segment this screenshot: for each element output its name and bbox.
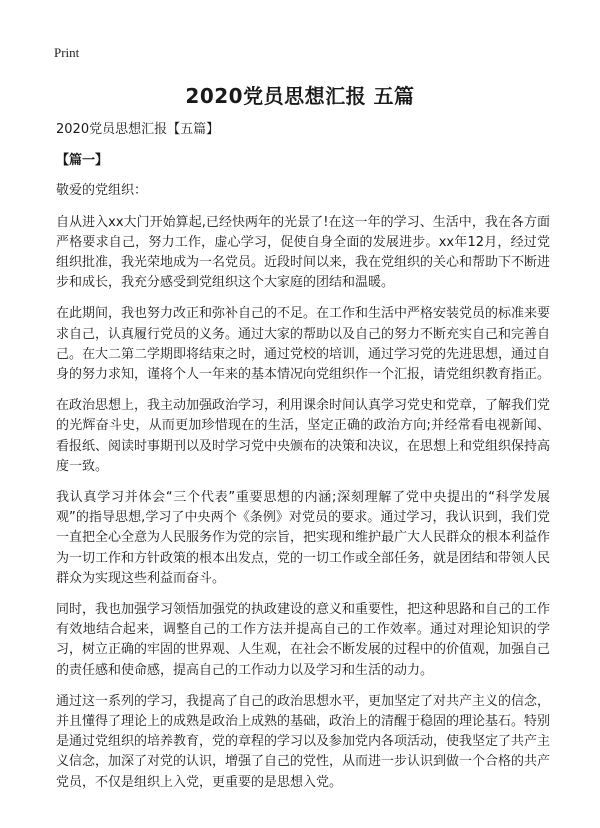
document-subtitle: 2020党员思想汇报【五篇】 bbox=[56, 122, 220, 137]
document-body bbox=[56, 120, 550, 804]
greeting: 敬爱的党组织： bbox=[56, 183, 148, 199]
section-heading: 【篇一】 bbox=[56, 153, 109, 169]
paragraph-3: 在政治思想上，我主动加强政治学习，利用课余时间认真学习党史和党章，了解我们党的光辉奋斗史，从而更加珍惜现在的生活，坚定正确的政治方向;并经常看电视新闻、看报纸、阅读时事期刊以及时学习党中央颁布的决策和决议，在思想上和党组织保持高度一致。 bbox=[56, 398, 551, 474]
paragraph-4: 我认真学习并体会“三个代表”重要思想的内涵;深刻理解了党中央提出的“科学发展观”的指导思想,学习了中央两个《条例》对党员的要求。通过学习，我认识到，我们党一直把全心全意为人民服务作为党的宗旨，把实现和维护最广大人民群众的根本利益作为一切工作和方针政策的根本出发点，党的一切工作或全部任务，就是团结和带领人民群众为实现这些利益而奋斗。 bbox=[56, 490, 551, 586]
paragraph-2: 在此期间，我也努力改正和弥补自己的不足。在工作和生活中严格安装党员的标准来要求自己，认真履行党员的义务。通过大家的帮助以及自己的努力不断充实自己和完善自己。在大二第二学期即将结束之时，通过党校的培训，通过学习党的先进思想，通过自身的努力求知，谨将个人一年来的基本情况向党组织作一个汇报，请党组织教育指正。 bbox=[56, 306, 551, 383]
paragraph-6: 通过这一系列的学习，我提高了自己的政治思想水平，更加坚定了对共产主义的信念，并且懂得了理论上的成熟是政治上成熟的基础，政治上的清醒于稳固的理论基石。特别是通过党组织的培养教育，党的章程的学习以及参加党内各项活动，使我坚定了共产主义信念，加深了对党的认识，增强了自己的党性，从而进一步认识到做一个合格的共产党员，不仅是组织上入党，更重要的是思想入党。 bbox=[56, 693, 551, 790]
paragraph-5: 同时，我也加强学习领悟加强党的执政建设的意义和重要性，把这种思路和自己的工作有效地结合起来，调整自己的工作方法并提高自己的工作效率。通过对理论知识的学习，树立正确的牢固的世界观、人生观，在社会不断发展的过程中的价值观，加强自己的责任感和使命感，提高自己的工作动力以及学习和生活的动力。 bbox=[56, 602, 551, 678]
document-title: 2020党员思想汇报 五篇 bbox=[185, 84, 415, 108]
paragraph-1: 自从进入xx大门开始算起,已经快两年的光景了!在这一年的学习、生活中，我在各方面严格要求自己，努力工作，虚心学习，促使自身全面的发展进步。xx年12月，经过党组织批准，我光荣地成为一名党员。近段时间以来，我在党组织的关心和帮助下不断进步和成长，我充分感受到党组织这个大家庭的团结和温暖。 bbox=[56, 214, 551, 291]
print-link[interactable]: Print bbox=[54, 45, 80, 60]
